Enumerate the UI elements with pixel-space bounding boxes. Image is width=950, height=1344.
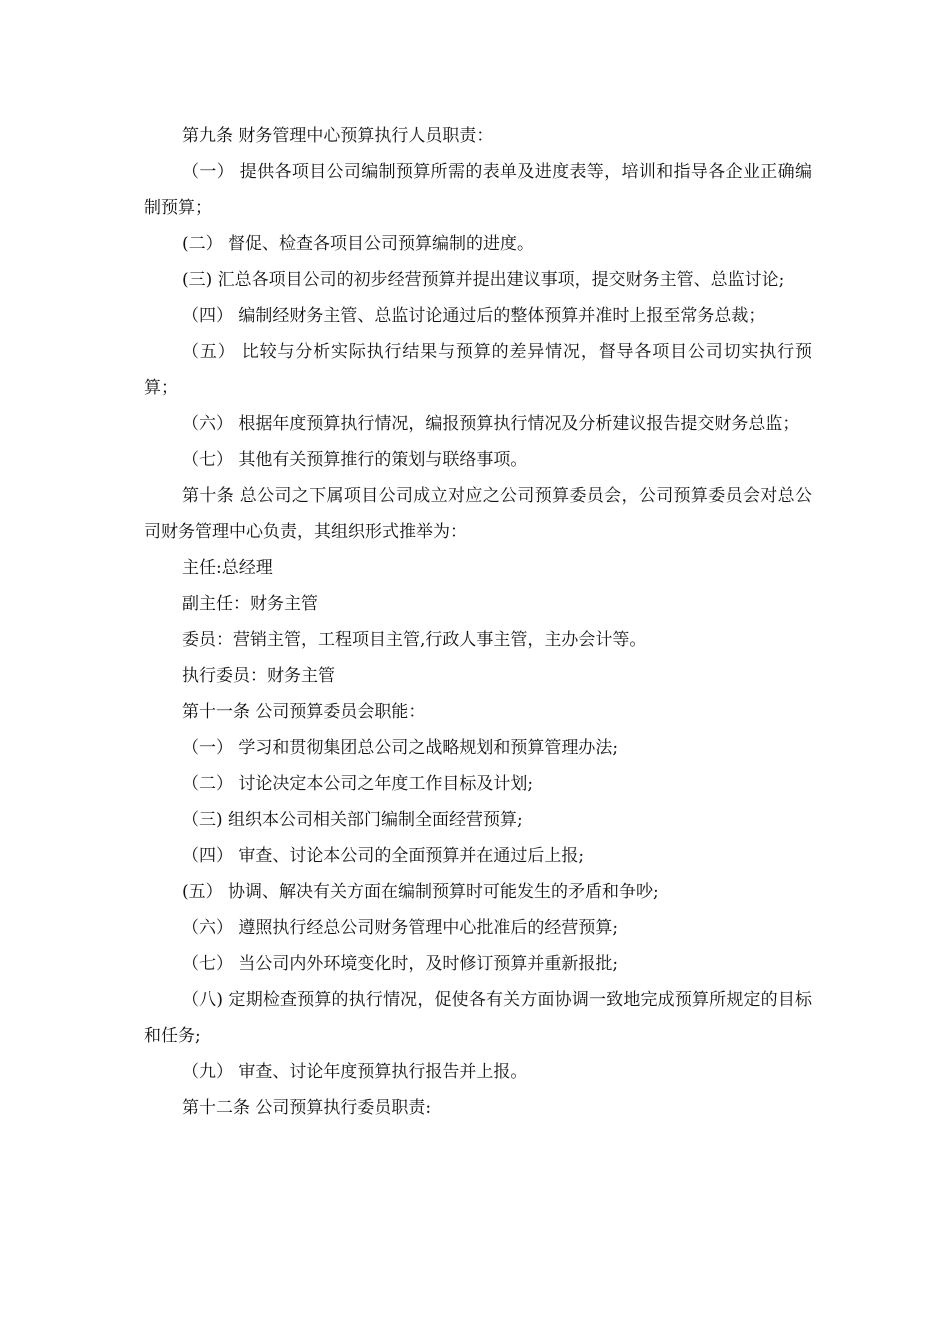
list-item: （六） 根据年度预算执行情况，编报预算执行情况及分析建议报告提交财务总监； [182, 414, 800, 434]
list-item: （三) 组织本公司相关部门编制全面经营预算; [182, 810, 523, 830]
article-12-heading: 第十二条 公司预算执行委员职责: [182, 1098, 432, 1118]
document-body [144, 118, 812, 1126]
list-item: （一） 提供各项目公司编制预算所需的表单及进度表等，培训和指导各企业正确编制预算； [144, 162, 812, 218]
list-item: （七） 当公司内外环境变化时，及时修订预算并重新报批; [182, 954, 619, 974]
article-9-heading: 第九条 财务管理中心预算执行人员职责： [182, 126, 494, 146]
list-item: （五） 比较与分析实际执行结果与预算的差异情况，督导各项目公司切实执行预算； [144, 342, 812, 398]
list-item: (二） 督促、检查各项目公司预算编制的进度。 [182, 234, 535, 254]
list-item: （六） 遵照执行经总公司财务管理中心批准后的经营预算; [182, 918, 619, 938]
organization-line: 副主任：财务主管 [182, 594, 318, 614]
organization-line: 执行委员：财务主管 [182, 666, 335, 686]
list-item: （四） 编制经财务主管、总监讨论通过后的整体预算并准时上报至常务总裁； [182, 306, 766, 326]
article-11-heading: 第十一条 公司预算委员会职能： [182, 702, 426, 722]
list-item: (三) 汇总各项目公司的初步经营预算并提出建议事项，提交财务主管、总监讨论; [182, 270, 785, 290]
organization-line: 委员：营销主管，工程项目主管,行政人事主管，主办会计等。 [182, 630, 647, 650]
list-item: （四） 审查、讨论本公司的全面预算并在通过后上报; [182, 846, 585, 866]
list-item: (五） 协调、解决有关方面在编制预算时可能发生的矛盾和争吵; [182, 882, 659, 902]
organization-line: 主任:总经理 [182, 558, 273, 578]
list-item: （二） 讨论决定本公司之年度工作目标及计划; [182, 774, 534, 794]
list-item: （八) 定期检查预算的执行情况，促使各有关方面协调一致地完成预算所规定的目标和任务; [144, 990, 812, 1046]
article-10-paragraph: 第十条 总公司之下属项目公司成立对应之公司预算委员会，公司预算委员会对总公司财务管理中心负责，其组织形式推举为： [144, 486, 812, 542]
list-item: （九） 审查、讨论年度预算执行报告并上报。 [182, 1062, 528, 1082]
list-item: （一） 学习和贯彻集团总公司之战略规划和预算管理办法; [182, 738, 619, 758]
list-item: （七） 其他有关预算推行的策划与联络事项。 [182, 450, 528, 470]
